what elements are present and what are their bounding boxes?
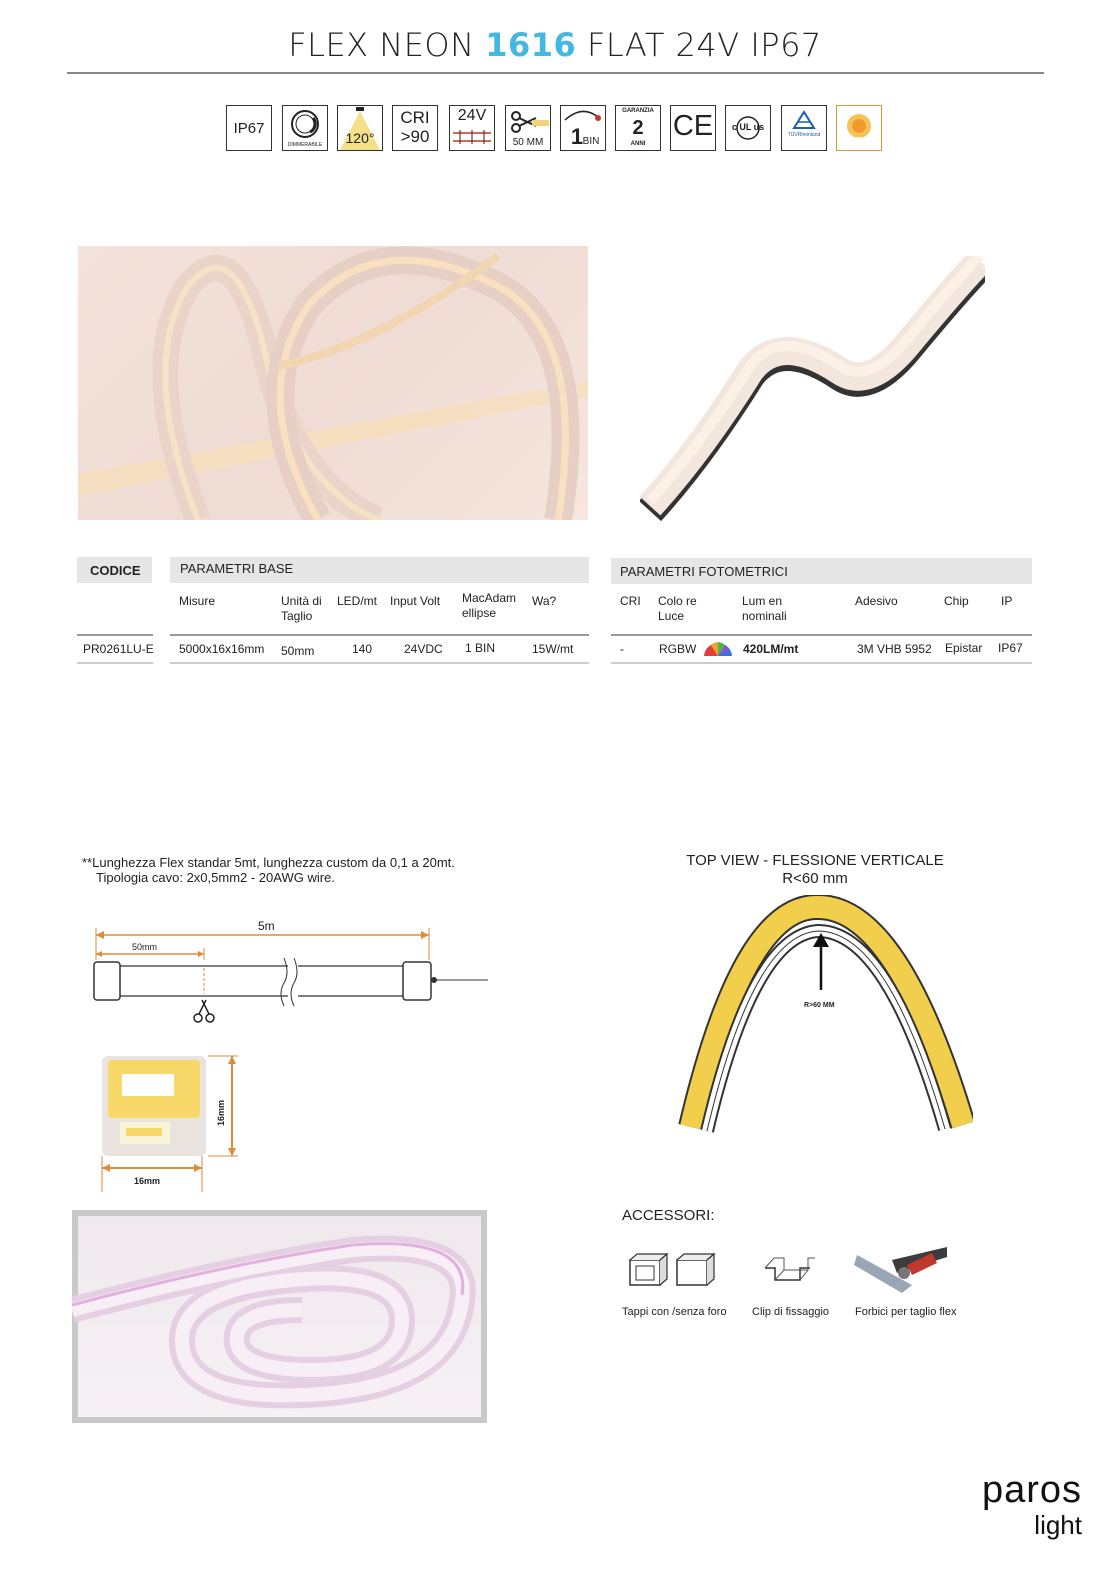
- col-led: LED/mt: [337, 594, 378, 608]
- cell-colore: RGBW: [659, 642, 697, 656]
- col-ip: IP: [1001, 594, 1013, 608]
- col-watt: Wa?: [532, 594, 557, 608]
- cell-taglio: 50mm: [281, 644, 315, 658]
- length-note: **Lunghezza Flex standar 5mt, lunghezza custom da 0,1 a 20mt. Tipologia cavo: 2x0,5mm2 - 20AWG wire.: [82, 855, 455, 885]
- cell-ip: IP67: [998, 641, 1023, 655]
- voltage-icon: 24V: [449, 105, 495, 151]
- paros-light-logo: paros light: [981, 1469, 1082, 1540]
- row-separator: [77, 662, 153, 664]
- bend-diagram: [673, 895, 973, 1140]
- product-photo-rgb: [72, 1210, 487, 1423]
- top-view-title: TOP VIEW - FLESSIONE VERTICALE R<60 mm: [686, 852, 944, 887]
- dimmable-icon: DIMMERABILE: [282, 105, 328, 151]
- cell-codice: PR0261LU-E: [83, 642, 154, 656]
- mounting-clip-image: [760, 1250, 815, 1292]
- beam-angle-icon: 120°: [337, 105, 383, 151]
- col-adesivo: Adesivo: [855, 594, 898, 608]
- radius-label: R>60 MM: [804, 1002, 835, 1009]
- row-separator: [170, 662, 589, 664]
- cri-icon: CRI >90: [392, 105, 438, 151]
- col-volt: Input Volt: [390, 594, 441, 608]
- cell-led: 140: [352, 642, 373, 656]
- page-title: FLEX NEON 1616 FLAT 24V IP67: [288, 26, 822, 64]
- parametri-fotometrici-header: PARAMETRI FOTOMETRICI: [611, 558, 1032, 584]
- accessori-title: ACCESSORI:: [622, 1207, 715, 1224]
- col-chip: Chip: [944, 594, 969, 608]
- col-colore: Colo re Luce: [658, 594, 697, 623]
- warranty-icon: GARANZIA 2 ANNI: [615, 105, 661, 151]
- col-cri: CRI: [620, 594, 641, 608]
- cutting-scissors-image: [852, 1245, 952, 1297]
- height-label: 16mm: [216, 1099, 226, 1126]
- uv-resistant-icon: UV: [836, 105, 882, 151]
- col-macadam: MacAdam ellipse: [462, 591, 517, 620]
- cell-cri: -: [620, 642, 624, 656]
- title-highlight: 1616: [485, 26, 577, 64]
- tuv-icon: TÜVRheinland: [781, 105, 827, 151]
- accessory-label: Clip di fissaggio: [752, 1306, 830, 1318]
- length-diagram: [88, 918, 498, 1030]
- cell-adesivo: 3M VHB 5952: [857, 642, 932, 656]
- col-taglio: Unità di Taglio: [281, 594, 322, 623]
- title-divider: [67, 72, 1044, 74]
- cross-section-diagram: [92, 1052, 252, 1197]
- row-separator: [170, 634, 589, 636]
- cut-length-label: 50mm: [132, 942, 158, 952]
- row-separator: [611, 634, 1032, 636]
- row-separator: [611, 662, 1032, 664]
- cell-watt: 15W/mt: [532, 642, 574, 656]
- col-lumen: Lum en nominali: [742, 594, 787, 623]
- row-separator: [77, 634, 153, 636]
- parametri-base-header: PARAMETRI BASE: [170, 557, 589, 583]
- col-misure: Misure: [179, 594, 216, 608]
- product-photo-warm: [78, 246, 588, 520]
- accessory-label: Forbici per taglio flex: [855, 1306, 957, 1318]
- accessory-label: Tappi con /senza foro: [622, 1306, 727, 1318]
- bin-icon: 1 BIN: [560, 105, 606, 151]
- cell-chip: Epistar: [945, 641, 983, 655]
- cell-misure: 5000x16x16mm: [179, 642, 265, 656]
- product-photo-strip: [640, 256, 985, 526]
- ce-icon: CE: [670, 105, 716, 151]
- ip67-icon: IP67: [226, 105, 272, 151]
- codice-header: CODICE: [77, 557, 152, 583]
- ul-icon: c UL us: [725, 105, 771, 151]
- rgb-spectrum-icon: [703, 641, 733, 657]
- length-label: 5m: [258, 919, 275, 933]
- width-label: 16mm: [134, 1176, 161, 1186]
- end-caps-image: [625, 1250, 720, 1292]
- cell-lumen: 420LM/mt: [743, 642, 799, 656]
- cut-length-icon: 50 MM: [505, 105, 551, 151]
- cell-volt: 24VDC: [404, 642, 443, 656]
- cell-macadam: 1 BIN: [465, 641, 496, 655]
